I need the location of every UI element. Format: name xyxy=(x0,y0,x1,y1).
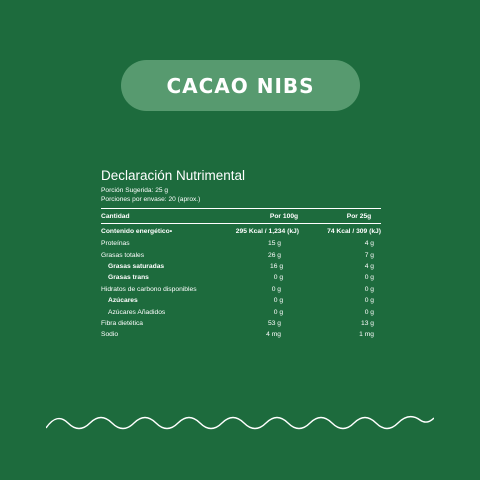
table-row xyxy=(101,238,381,249)
row-label: Grasas saturadas xyxy=(108,262,165,270)
table-row xyxy=(101,284,381,295)
value-per100: 0 g xyxy=(273,308,284,316)
row-label-energy xyxy=(101,228,211,235)
table-row xyxy=(101,249,381,260)
row-label: Proteínas xyxy=(101,240,130,248)
value-per100: 26 g xyxy=(267,251,281,259)
value-per100: 0 g xyxy=(273,297,284,305)
table-row xyxy=(101,318,381,329)
servings-per-pack: Porciones por envase: 20 (aprox.) xyxy=(101,195,201,203)
table-row xyxy=(101,295,381,306)
value-per25: 4 g xyxy=(364,262,374,270)
table-row xyxy=(101,329,381,340)
energy-per25: 74 Kcal / 309 (kJ) xyxy=(327,227,381,235)
value-per100: 0 g xyxy=(271,285,281,293)
value-per25: 0 g xyxy=(364,297,374,305)
value-per100: 15 g xyxy=(267,240,281,248)
value-per25: 0 g xyxy=(364,308,374,316)
value-per25: 4 g xyxy=(364,240,374,248)
column-header-per100: Por 100g xyxy=(269,212,299,220)
column-header-quantity: Cantidad xyxy=(101,212,130,220)
table-row xyxy=(101,261,381,272)
value-per100: 53 g xyxy=(267,319,281,327)
value-per25: 7 g xyxy=(364,251,374,259)
value-per100: 4 mg xyxy=(266,331,281,339)
energy-per100: 295 Kcal / 1,234 (kJ) xyxy=(235,227,299,235)
column-header-per25: Por 25g xyxy=(346,212,372,220)
nutrition-heading: Declaración Nutrimental xyxy=(101,168,246,183)
row-label: Azúcares Añadidos xyxy=(108,308,166,316)
value-per25: 1 mg xyxy=(359,331,374,339)
serving-size: Porción Sugerida: 25 g xyxy=(101,187,169,194)
value-per25: 13 g xyxy=(360,319,374,327)
table-row-energy xyxy=(101,224,381,238)
value-per25: 0 g xyxy=(364,274,374,282)
value-per100: 16 g xyxy=(270,262,284,270)
value-per25: 0 g xyxy=(364,285,374,293)
energy-name: Contenido energético xyxy=(101,227,170,235)
value-per100: 0 g xyxy=(273,274,284,282)
row-label: Azúcares xyxy=(108,297,138,305)
decorative-wave xyxy=(46,408,434,438)
product-title: CACAO NIBS xyxy=(166,73,315,98)
row-label: Grasas trans xyxy=(108,274,149,282)
table-header xyxy=(101,209,381,223)
row-label: Hidratos de carbono disponibles xyxy=(101,285,197,293)
row-label: Grasas totales xyxy=(101,251,145,259)
table-row xyxy=(101,306,381,317)
nutrition-facts-panel xyxy=(101,168,381,341)
row-label: Fibra dietética xyxy=(101,319,144,327)
table-row xyxy=(101,272,381,283)
row-label: Sodio xyxy=(101,331,119,339)
product-title-badge xyxy=(121,60,360,111)
energy-marker: • xyxy=(169,227,173,235)
